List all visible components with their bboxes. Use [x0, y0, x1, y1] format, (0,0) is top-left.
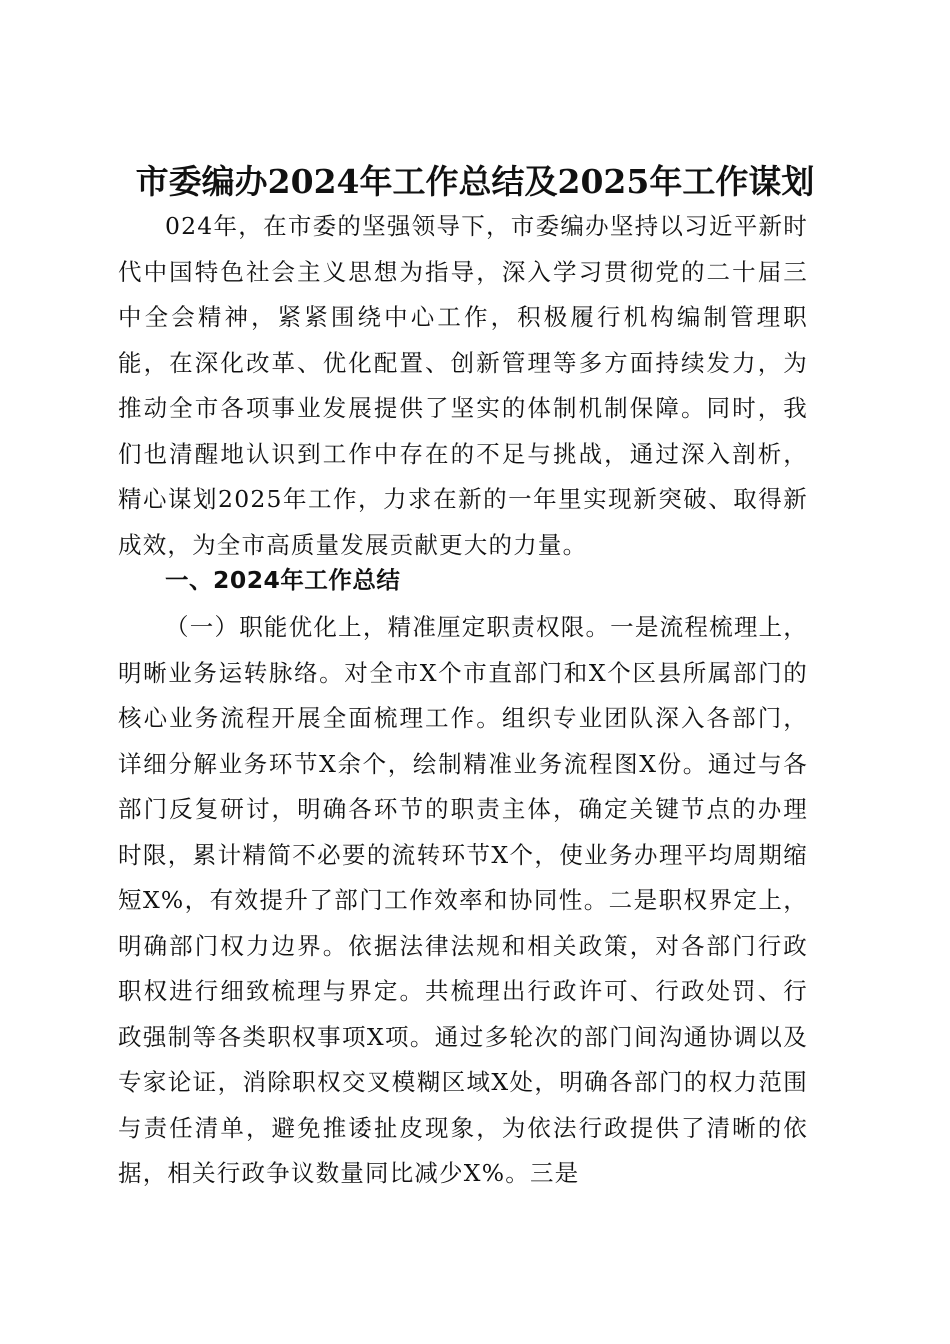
section-heading: 一、2024年工作总结 [165, 566, 401, 594]
section-paragraph: （一）职能优化上，精准厘定职责权限。一是流程梳理上，明晰业务运转脉络。对全市X个市直部门和X个区县所属部门的核心业务流程开展全面梳理工作。组织专业团队深入各部门，详细分解业务环节X余个，绘制精准业务流程图X份。通过与各部门反复研讨，明确各环节的职责主体，确定关键节点的办理时限，累计精简不必要的流转环节X个，使业务办理平均周期缩短X%，有效提升了部门工作效率和协同性。二是职权界定上，明确部门权力边界。依据法律法规和相关政策，对各部门行政职权进行细致梳理与界定。共梳理出行政许可、行政处罚、行政强制等各类职权事项X项。通过多轮次的部门间沟通协调以及专家论证，消除职权交叉模糊区域X处，明确各部门的权力范围与责任清单，避免推诿扯皮现象，为依法行政提供了清晰的依据，相关行政争议数量同比减少X%。三是 [118, 613, 808, 1187]
intro-paragraph: 024年，在市委的坚强领导下，市委编办坚持以习近平新时代中国特色社会主义思想为指导，深入学习贯彻党的二十届三中全会精神，紧紧围绕中心工作，积极履行机构编制管理职能，在深化改革、优化配置、创新管理等多方面持续发力，为推动全市各项事业发展提供了坚实的体制机制保障。同时，我们也清醒地认识到工作中存在的不足与挑战，通过深入剖析，精心谋划2025年工作，力求在新的一年里实现新突破、取得新成效，为全市高质量发展贡献更大的力量。 [118, 212, 808, 559]
document-title: 市委编办2024年工作总结及2025年工作谋划 [135, 162, 815, 202]
